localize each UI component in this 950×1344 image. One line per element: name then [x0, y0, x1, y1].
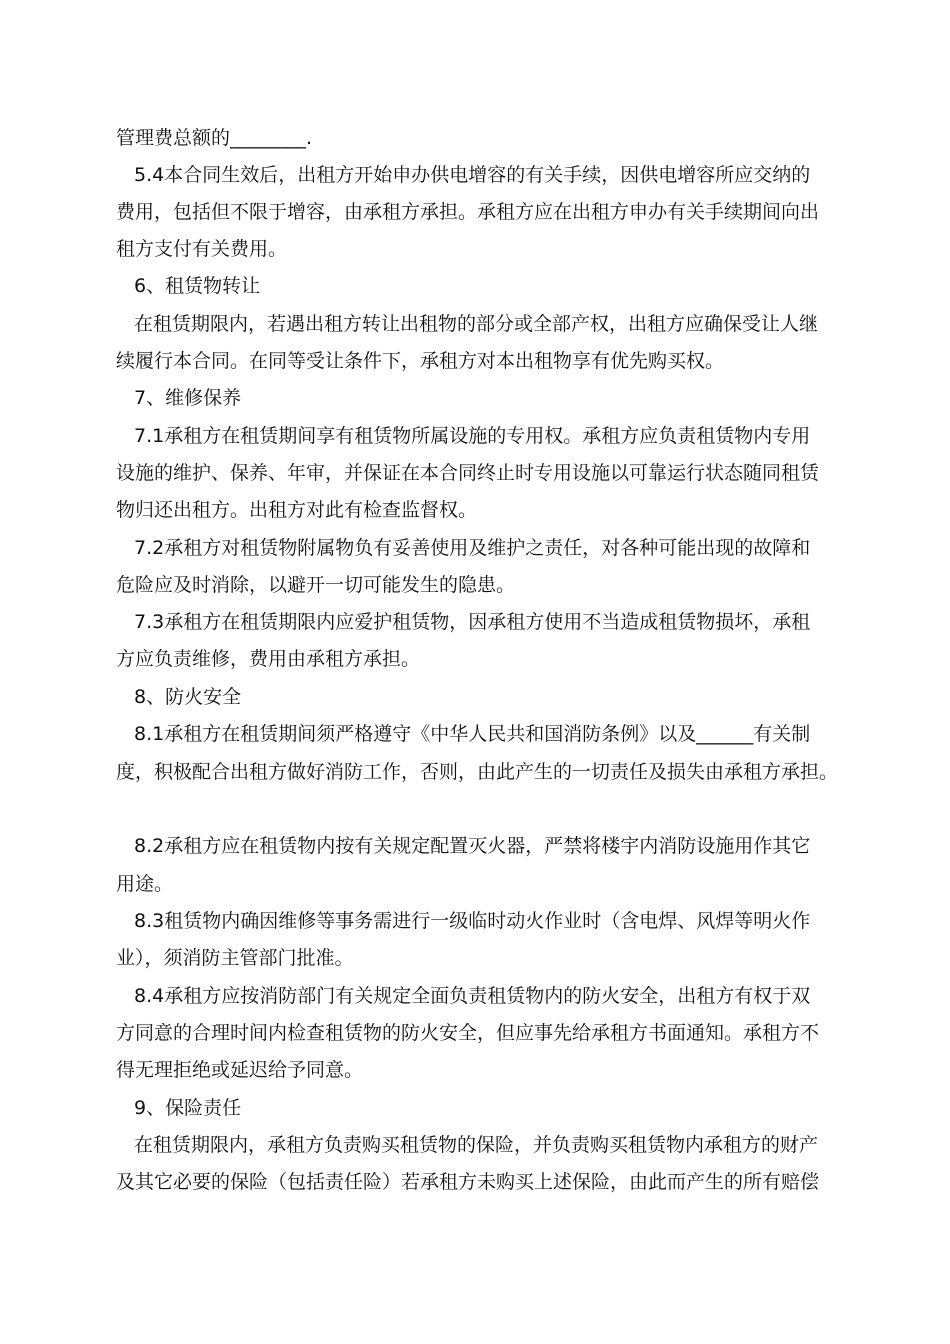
paragraph-line: 业），须消防主管部门批准。 [116, 947, 354, 969]
paragraph-line: 7.1承租方在租赁期间享有租赁物所属设施的专用权。承租方应负责租赁物内专用 [134, 425, 811, 447]
paragraph-line: 物归还出租方。出租方对此有检查监督权。 [116, 499, 478, 521]
paragraph-line: 租方支付有关费用。 [116, 238, 288, 260]
paragraph-line: 方同意的合理时间内检查租赁物的防火安全，但应事先给承租方书面通知。承租方不 [116, 1022, 820, 1044]
paragraph-line: 费用，包括但不限于增容，由承租方承担。承租方应在出租方申办有关手续期间向出 [116, 201, 820, 223]
paragraph-line: 5.4本合同生效后，出租方开始申办供电增容的有关手续，因供电增容所应交纳的 [134, 164, 811, 186]
paragraph-line: 在租赁期限内，承租方负责购买租赁物的保险，并负责购买租赁物内承租方的财产 [134, 1134, 819, 1156]
paragraph-line: 在租赁期限内，若遇出租方转让出租物的部分或全部产权，出租方应确保受让人继 [134, 313, 819, 335]
section-heading: 7、维修保养 [134, 387, 242, 409]
paragraph-line: 设施的维护、保养、年审，并保证在本合同终止时专用设施以可靠运行状态随同租赁 [116, 462, 820, 484]
section-heading: 8、防火安全 [134, 686, 242, 708]
paragraph-line: 8.4承租方应按消防部门有关规定全面负责租赁物内的防火安全，出租方有权于双 [134, 985, 811, 1007]
paragraph-line: 8.1承租方在租赁期间须严格遵守《中华人民共和国消防条例》以及______有关制 [134, 723, 811, 745]
paragraph-line: 方应负责维修，费用由承租方承担。 [116, 648, 421, 670]
paragraph-line: 及其它必要的保险（包括责任险）若承租方未购买上述保险，由此而产生的所有赔偿 [116, 1171, 820, 1193]
paragraph-line: 危险应及时消除，以避开一切可能发生的隐患。 [116, 574, 516, 596]
paragraph-line: 7.3承租方在租赁期限内应爱护租赁物，因承租方使用不当造成租赁物损坏，承租 [134, 611, 811, 633]
paragraph-line: 续履行本合同。在同等受让条件下，承租方对本出租物享有优先购买权。 [116, 350, 725, 372]
paragraph-line: 管理费总额的________. [116, 127, 313, 149]
paragraph-line: 7.2承租方对租赁物附属物负有妥善使用及维护之责任，对各种可能出现的故障和 [134, 537, 811, 559]
section-heading: 6、租赁物转让 [134, 275, 261, 297]
paragraph-line: 用途。 [116, 873, 174, 895]
paragraph-line: 度，积极配合出租方做好消防工作，否则，由此产生的一切责任及损失由承租方承担。 [116, 761, 839, 783]
paragraph-line: 得无理拒绝或延迟给予同意。 [116, 1059, 364, 1081]
paragraph-line: 8.2承租方应在租赁物内按有关规定配置灭火器，严禁将楼宇内消防设施用作其它 [134, 835, 811, 857]
paragraph-line: 8.3租赁物内确因维修等事务需进行一级临时动火作业时（含电焊、风焊等明火作 [134, 910, 811, 932]
section-heading: 9、保险责任 [134, 1097, 242, 1119]
